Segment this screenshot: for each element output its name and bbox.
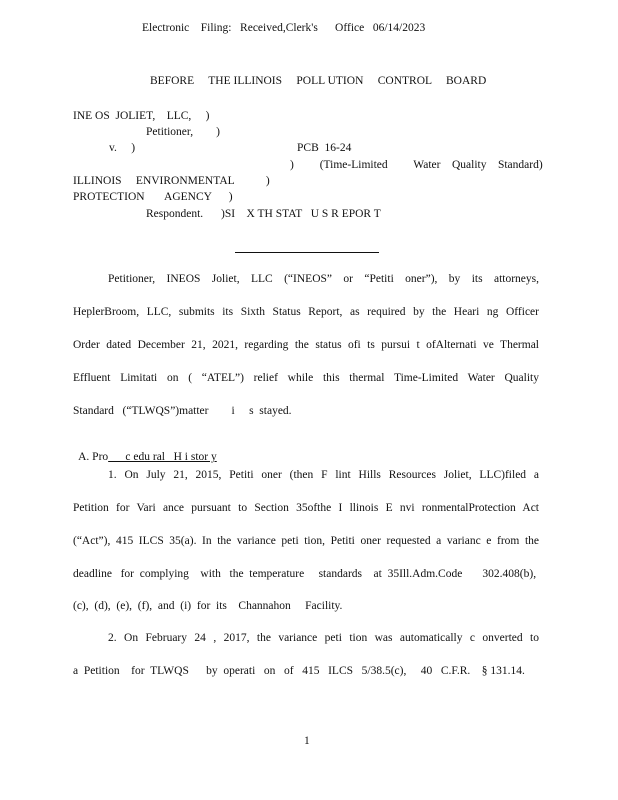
case-type: ) (Time-Limited Water Quality Standard) xyxy=(290,159,543,171)
paragraph-line: deadline for complying with the temperature standards at 35Ill.Adm.Code 302.408(b), xyxy=(73,568,537,580)
section-heading xyxy=(73,436,217,464)
intro-line: Standard (“TLWQS”)matter i s stayed. xyxy=(73,405,292,417)
paragraph-line: (c), (d), (e), (f), and (i) for its Channahon Facility. xyxy=(73,600,343,612)
paragraph-line: 2. On February 24 , 2017, the variance peti tion was automatically c onverted to xyxy=(108,632,539,644)
section-label-underlined: c edu ral H i stor y xyxy=(108,451,217,463)
horizontal-rule xyxy=(235,252,379,253)
paragraph-line: a Petition for TLWQS by operati on of 415 ILCS 5/38.5(c), 40 C.F.R. § 131.14. xyxy=(73,665,525,677)
intro-line: Effluent Limitati on ( “ATEL”) relief while this thermal Time-Limited Water Quality xyxy=(73,372,539,384)
paragraph-line: Petition for Vari ance pursuant to Section 35ofthe I llinois E nvi ronmentalProtection Act xyxy=(73,502,539,514)
page-number: 1 xyxy=(304,735,310,747)
case-number: PCB 16-24 xyxy=(297,142,352,154)
paragraph-line: 1. On July 21, 2015, Petiti oner (then F lint Hills Resources Joliet, LLC)filed a xyxy=(108,469,539,481)
paragraph-line: (“Act”), 415 ILCS 35(a). In the variance peti tion, Petiti oner requested a varianc e from the xyxy=(73,535,539,547)
petitioner-name: INE OS JOLIET, LLC, ) xyxy=(73,110,210,122)
report-title: )SI X TH STAT U S R EPOR T xyxy=(221,208,381,220)
petitioner-role: Petitioner, ) xyxy=(146,126,220,138)
respondent-line-2: PROTECTION AGENCY ) xyxy=(73,191,233,203)
intro-line: HeplerBroom, LLC, submits its Sixth Status Report, as required by the Heari ng Officer xyxy=(73,306,539,318)
respondent-line-1: ILLINOIS ENVIRONMENTAL ) xyxy=(73,175,270,187)
versus-label: v. ) xyxy=(109,142,136,154)
filing-stamp: Electronic Filing: Received,Clerk's Office 06/14/2023 xyxy=(142,22,426,34)
board-title: BEFORE THE ILLINOIS POLL UTION CONTROL BOARD xyxy=(150,75,487,87)
section-label: A. Pro xyxy=(78,451,109,463)
intro-line: Order dated December 21, 2021, regarding the status ofi ts pursui t ofAlternati ve Thermal xyxy=(73,339,539,351)
intro-line: Petitioner, INEOS Joliet, LLC (“INEOS” or “Petiti oner”), by its attorneys, xyxy=(108,273,539,285)
respondent-role: Respondent. xyxy=(146,208,204,220)
